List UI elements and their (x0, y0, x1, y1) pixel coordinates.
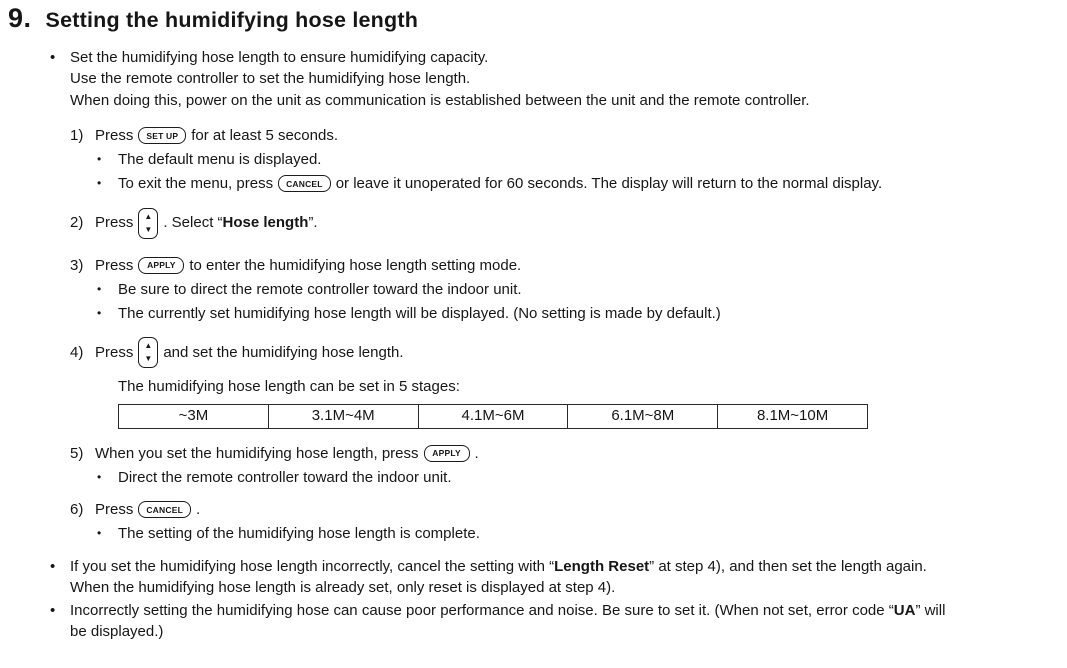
note-1-line-1 (70, 556, 927, 578)
note-1-text (70, 556, 927, 599)
page-title: Setting the humidifying hose length (45, 8, 419, 32)
table-row (119, 404, 868, 428)
stage-cell: ~3M (119, 404, 269, 428)
note-1-pre: If you set the humidifying hose length incorrectly, cancel the setting with “ (70, 557, 555, 575)
step-3 (70, 255, 1067, 277)
bullet-icon (97, 467, 118, 489)
note-1-post: ” at step 4), and then set the length again. (649, 557, 927, 575)
note-1 (50, 556, 1067, 599)
step-number: 6) (70, 501, 84, 518)
step-3-bullet-2 (97, 303, 1067, 325)
step-5-post: . (474, 444, 479, 462)
step-4-text (95, 337, 404, 368)
step-4-post: and set the humidifying hose length. (163, 343, 404, 361)
intro-line: When doing this, power on the unit as communication is established between the unit and the remote controller. (70, 91, 810, 109)
step-5 (70, 443, 1067, 465)
step-6-bullet-1 (97, 523, 1067, 545)
step-number: 1) (70, 127, 84, 144)
note-2-line-2: be displayed.) (70, 623, 164, 640)
apply-button: APPLY (424, 445, 470, 462)
stages-label: The humidifying hose length can be set in 5 stages: (118, 378, 460, 395)
step-6-pre: Press (95, 501, 134, 518)
step-1 (70, 125, 1067, 147)
stage-cell: 3.1M~4M (268, 404, 418, 428)
stage-cell: 8.1M~10M (718, 404, 868, 428)
step-number: 4) (70, 343, 84, 361)
bullet-icon (50, 556, 70, 599)
step-3-text (95, 255, 521, 277)
bullet-icon (50, 47, 70, 112)
section-heading (8, 3, 1067, 33)
step-5-pre: When you set the humidifying hose length, press (95, 444, 419, 462)
step-2 (70, 208, 1067, 239)
step-6-bullet-1-text: The setting of the humidifying hose length is complete. (118, 525, 480, 542)
step-5-bullet-1 (97, 467, 1067, 489)
intro-line: Set the humidifying hose length to ensure humidifying capacity. (70, 48, 489, 66)
note-2-text (70, 600, 945, 643)
up-down-button (138, 208, 158, 239)
note-2-bold: UA (893, 601, 916, 619)
step-number: 3) (70, 256, 84, 274)
down-arrow-icon: ▼ (144, 224, 153, 234)
step-1-bullet-1 (97, 149, 1067, 171)
step-2-post: ”. (308, 214, 318, 232)
cancel-button: CANCEL (278, 175, 331, 192)
step-6-text (95, 499, 200, 521)
bullet-icon (97, 523, 118, 545)
step-3-bullet-2-text: The currently set humidifying hose length will be displayed. (No setting is made by default.) (118, 304, 721, 322)
step-5-text (95, 443, 479, 465)
step-4 (70, 337, 1067, 368)
up-arrow-icon: ▲ (144, 211, 153, 221)
step-3-bullet-1-text: Be sure to direct the remote controller toward the indoor unit. (118, 280, 522, 298)
step-1-bullet-2-pre: To exit the menu, press (118, 175, 274, 192)
bullet-icon (50, 600, 70, 643)
step-1-text (95, 125, 338, 147)
intro-line: Use the remote controller to set the humidifying hose length. (70, 70, 471, 87)
step-1-bullet-1-text: The default menu is displayed. (118, 151, 322, 168)
bullet-icon (97, 173, 118, 195)
step-3-post: to enter the humidifying hose length setting mode. (189, 256, 522, 274)
intro-paragraph (50, 47, 1067, 112)
step-1-pre: Press (95, 127, 134, 144)
stage-cell: 6.1M~8M (568, 404, 718, 428)
apply-button: APPLY (138, 257, 184, 274)
down-arrow-icon: ▼ (144, 354, 153, 363)
bullet-icon (97, 149, 118, 171)
step-2-mid: . Select “ (163, 214, 223, 232)
step-2-bold: Hose length (222, 214, 309, 232)
up-arrow-icon: ▲ (144, 341, 153, 350)
section-number: 9. (8, 3, 32, 33)
step-3-pre: Press (95, 256, 134, 274)
intro-text (70, 47, 810, 112)
step-3-bullet-1 (97, 279, 1067, 301)
bullet-icon (97, 303, 118, 325)
note-2-line-1 (70, 600, 945, 622)
setup-button: SET UP (138, 127, 186, 144)
note-2-post: ” will (915, 601, 946, 619)
step-2-text (95, 208, 318, 239)
step-1-bullet-2-post: or leave it unoperated for 60 seconds. The display will return to the normal display. (335, 175, 883, 192)
bullet-icon (97, 279, 118, 301)
step-4-pre: Press (95, 343, 134, 361)
step-6-post: . (195, 501, 201, 518)
step-5-bullet-1-text: Direct the remote controller toward the indoor unit. (118, 468, 452, 486)
stage-cell: 4.1M~6M (418, 404, 568, 428)
step-number: 2) (70, 214, 84, 232)
step-number: 5) (70, 444, 84, 462)
step-2-pre: Press (95, 214, 134, 232)
cancel-button: CANCEL (138, 501, 191, 518)
note-1-bold: Length Reset (554, 557, 650, 575)
up-down-button (138, 337, 158, 368)
note-1-line-2: When the humidifying hose length is already set, only reset is displayed at step 4). (70, 579, 616, 596)
step-6 (70, 499, 1067, 521)
step-1-bullet-2 (97, 173, 1067, 195)
note-2-pre: Incorrectly setting the humidifying hose can cause poor performance and noise. Be sure to set it. (When not set, error code “ (70, 601, 894, 619)
hose-length-stage-table (118, 404, 868, 429)
step-1-post: for at least 5 seconds. (191, 127, 338, 144)
note-2 (50, 600, 1067, 643)
